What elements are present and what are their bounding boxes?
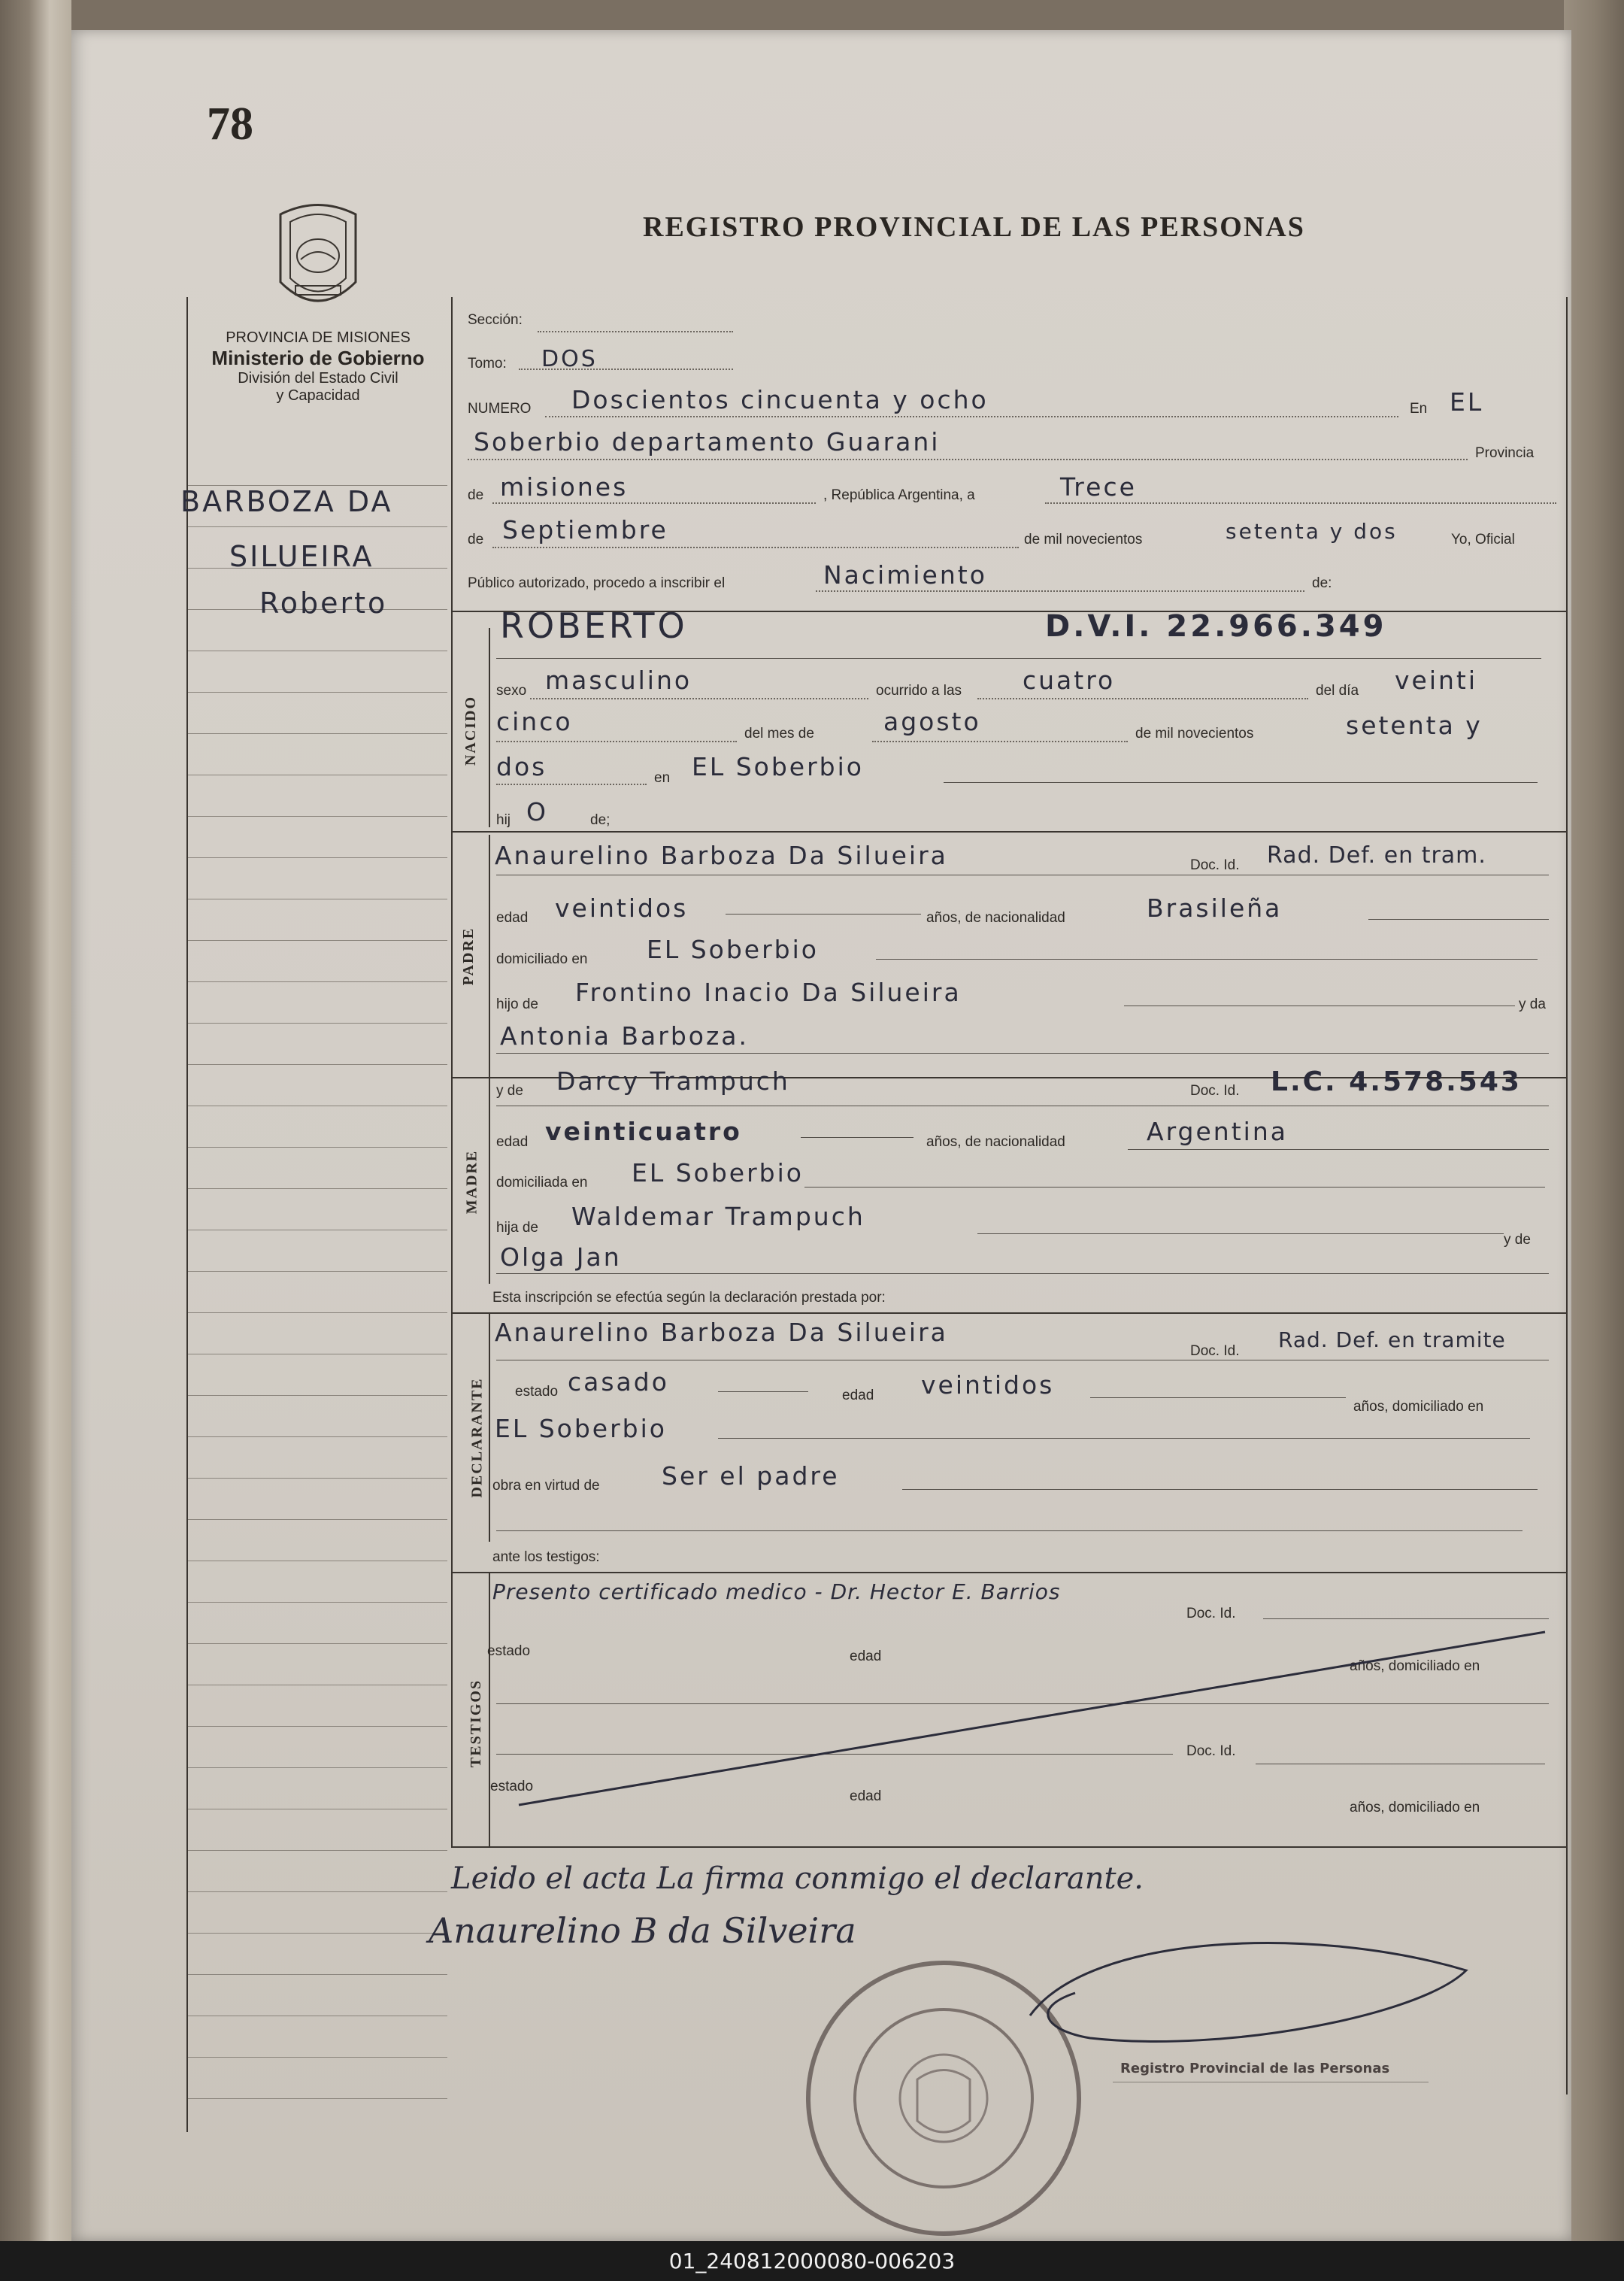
testigo2-doc-label: Doc. Id.: [1186, 1743, 1236, 1759]
hij-value: O: [526, 797, 548, 827]
oficial-label: Yo, Oficial: [1451, 532, 1515, 548]
declarante-extra-rule: [496, 1530, 1522, 1531]
section-testigos: TESTIGOS: [468, 1679, 485, 1768]
testigo1-doc-label: Doc. Id.: [1186, 1606, 1236, 1621]
margin-ruled-line: [188, 1602, 447, 1603]
sexo-dots: [530, 698, 868, 699]
dia-value-b: cinco: [496, 707, 573, 736]
margin-ruled-line: [188, 1023, 447, 1024]
margin-ruled-line: [188, 1147, 447, 1148]
acto-dots: [816, 590, 1304, 592]
hora-dots: [977, 698, 1308, 699]
declarante-obra-value: Ser el padre: [662, 1461, 840, 1491]
declarante-edad-label: edad: [842, 1388, 874, 1403]
cross-out-line: [496, 1624, 1564, 1820]
padre-doc-label: Doc. Id.: [1190, 857, 1240, 873]
declarante-domicilio-value: EL Soberbio: [495, 1414, 667, 1443]
declarante-edad-rule: [1090, 1397, 1346, 1398]
mes-dots: [492, 547, 1019, 548]
madre-y-de2-label: y de: [1504, 1232, 1531, 1248]
closing-statement: Leido el acta La firma conmigo el declarante.: [451, 1861, 1144, 1896]
padre-top-rule: [451, 831, 1566, 833]
padre-edad-rule: [726, 914, 921, 915]
en-label: En: [1410, 401, 1428, 417]
margin-ruled-line: [188, 1436, 447, 1437]
declarante-doc-label: Doc. Id.: [1190, 1343, 1240, 1359]
sexo-value: masculino: [545, 666, 692, 695]
madre-edad-label: edad: [496, 1134, 529, 1150]
section-madre: MADRE: [463, 1149, 480, 1215]
acto-value: Nacimiento: [823, 560, 987, 590]
testigo1-anos-label: años, domiciliado en: [1350, 1658, 1480, 1674]
left-margin-line: [186, 297, 188, 2132]
page-number: 78: [207, 99, 253, 150]
margin-ruled-line: [188, 816, 447, 817]
madre-y-de-label: y de: [496, 1083, 523, 1099]
declarante-inner-line: [489, 1312, 490, 1542]
declarante-dom-rule: [718, 1438, 1530, 1439]
publico-label: Público autorizado, procedo a inscribir el: [468, 575, 726, 591]
margin-ruled-line: [188, 981, 447, 982]
testigo2-edad-label: edad: [850, 1788, 882, 1804]
margin-ruled-line: [188, 692, 447, 693]
nacido-name-rule: [496, 658, 1541, 659]
numero-value: Doscientos cincuenta y ocho: [571, 385, 989, 414]
margin-ruled-line: [188, 1767, 447, 1768]
declarante-doc-value: Rad. Def. en tramite: [1278, 1327, 1506, 1352]
margin-ruled-line: [188, 940, 447, 941]
declarante-nombre: Anaurelino Barboza Da Silueira: [495, 1318, 948, 1347]
madre-hija-rule: [977, 1233, 1504, 1234]
seccion-dots: [538, 331, 733, 332]
dia-b-dots: [496, 741, 737, 742]
de-colon-label: de;: [590, 812, 611, 828]
tomo-label: Tomo:: [468, 356, 507, 372]
padre-nombre: Anaurelino Barboza Da Silueira: [495, 841, 948, 870]
padre-madre-rule: [496, 1053, 1549, 1054]
nacido-anio-b: dos: [496, 752, 547, 781]
de2-label: de: [468, 532, 484, 548]
declarante-estado-label: estado: [515, 1384, 559, 1400]
section-declarante: DECLARANTE: [468, 1377, 486, 1498]
nacido-lugar: EL Soberbio: [692, 752, 864, 781]
padre-edad-label: edad: [496, 910, 529, 926]
province-crest-icon: [269, 199, 367, 320]
sexo-label: sexo: [496, 683, 527, 699]
margin-ruled-line: [188, 1643, 447, 1644]
de3-label: de:: [1312, 575, 1332, 591]
margin-ruled-line: [188, 1891, 447, 1892]
margin-ruled-line: [188, 857, 447, 858]
division-label-2: y Capacidad: [276, 387, 360, 404]
testigo1-estado-label: estado: [487, 1643, 531, 1659]
nacido-lugar-rule: [944, 782, 1538, 783]
anio-value: setenta y dos: [1226, 519, 1398, 544]
margin-ruled-line: [188, 1519, 447, 1520]
dia-value: Trece: [1060, 472, 1137, 502]
nacido-en-label: en: [654, 770, 671, 786]
declarante-top-rule: [451, 1312, 1566, 1314]
del-mes-label: del mes de: [744, 726, 814, 742]
province-label: PROVINCIA DE MISIONES: [226, 329, 411, 346]
madre-domicilio-value: EL Soberbio: [632, 1158, 804, 1188]
numero-dots: [545, 416, 1398, 417]
lugar-dots: [468, 459, 1468, 460]
division-label: División del Estado Civil: [238, 370, 398, 387]
mes-b-dots: [872, 741, 1128, 742]
book-left-edge: [0, 0, 71, 2281]
testigo1-edad-label: edad: [850, 1649, 882, 1664]
madre-doc-value: L.C. 4.578.543: [1271, 1066, 1522, 1097]
margin-ruled-line: [188, 1271, 447, 1272]
padre-hijo-label: hijo de: [496, 996, 538, 1012]
margin-name-line1: BARBOZA DA: [180, 485, 393, 518]
margin-ruled-line: [188, 1974, 447, 1975]
testigos-ante-label: ante los testigos:: [492, 1549, 600, 1565]
testigo2-anos-label: años, domiciliado en: [1350, 1800, 1480, 1815]
margin-name-line3: Roberto: [259, 587, 388, 620]
provincia-dots: [492, 502, 816, 504]
madre-edad-rule: [801, 1137, 914, 1138]
margin-ruled-line: [188, 1850, 447, 1851]
tomo-value: DOS: [541, 346, 598, 372]
padre-domicilio-value: EL Soberbio: [647, 935, 819, 964]
madre-nombre: Darcy Trampuch: [556, 1066, 790, 1096]
margin-name-line2: SILUEIRA: [229, 540, 374, 573]
form-right-line: [1566, 297, 1568, 2094]
en-value: EL: [1450, 387, 1484, 417]
lugar-value: Soberbio departamento Guarani: [474, 427, 941, 457]
document-title: REGISTRO PROVINCIAL DE LAS PERSONAS: [643, 211, 1305, 243]
testigo2-estado-label: estado: [490, 1779, 534, 1794]
declarante-obra-label: obra en virtud de: [492, 1478, 600, 1494]
provincia-label: Provincia: [1475, 445, 1535, 461]
margin-ruled-line: [188, 733, 447, 734]
madre-edad-value: veinticuatro: [545, 1117, 742, 1146]
mil-label: de mil novecientos: [1024, 532, 1143, 548]
section-padre: PADRE: [460, 927, 477, 986]
margin-ruled-line: [188, 1933, 447, 1934]
declarante-edad-value: veintidos: [921, 1370, 1055, 1400]
anio-b-dots: [496, 784, 647, 785]
madre-inner-line: [489, 1077, 490, 1284]
header-block: [186, 329, 450, 405]
numero-label: NUMERO: [468, 401, 532, 417]
del-dia-label: del día: [1316, 683, 1359, 699]
testigo1-doc-rule: [1263, 1618, 1549, 1619]
margin-ruled-line: [188, 1726, 447, 1727]
official-signature-scribble: [1000, 1925, 1496, 2076]
madre-madre-nombre: Olga Jan: [500, 1242, 622, 1272]
declarante-obra-rule: [902, 1489, 1538, 1490]
nacido-mes-value: agosto: [883, 707, 981, 736]
padre-edad-value: veintidos: [555, 893, 689, 923]
madre-hija-label: hija de: [496, 1220, 538, 1236]
declarante-estado-value: casado: [568, 1367, 669, 1397]
padre-inner-line: [489, 835, 490, 1079]
image-id-text: 01_240812000080-006203: [668, 2249, 956, 2273]
padre-dom-rule: [876, 959, 1538, 960]
provincia-value: misiones: [500, 472, 629, 502]
margin-ruled-line: [188, 1312, 447, 1313]
padre-anos-label: años, de nacionalidad: [926, 910, 1065, 926]
margin-ruled-line: [188, 526, 447, 527]
padre-hijo-value: Frontino Inacio Da Silueira: [575, 978, 962, 1007]
nacido-mil-label: de mil novecientos: [1135, 726, 1254, 742]
dia-dots: [1045, 502, 1556, 504]
padre-nac-rule: [1368, 919, 1549, 920]
mes-value: Septiembre: [502, 515, 668, 544]
testigos-inner-line: [489, 1572, 490, 1846]
madre-nac-rule: [1128, 1149, 1549, 1150]
ministry-label: Ministerio de Gobierno: [211, 347, 425, 369]
madre-hija-value: Waldemar Trampuch: [571, 1202, 865, 1231]
padre-doc-value: Rad. Def. en tram.: [1267, 842, 1486, 869]
declarante-intro: Esta inscripción se efectúa según la declaración prestada por:: [492, 1290, 886, 1306]
section-nacido: NACIDO: [462, 695, 480, 766]
padre-nacionalidad: Brasileña: [1147, 893, 1283, 923]
hora-value: cuatro: [1023, 666, 1116, 695]
de-label: de: [468, 487, 484, 503]
nacido-nombre: ROBERTO: [500, 605, 688, 646]
seccion-label: Sección:: [468, 312, 523, 328]
testigos-top-rule: [451, 1572, 1566, 1573]
madre-madre-rule: [496, 1273, 1549, 1274]
rect-stamp-text: Registro Provincial de las Personas: [1120, 2061, 1390, 2076]
madre-doc-label: Doc. Id.: [1190, 1083, 1240, 1099]
declarante-signature: Anaurelino B da Silveira: [429, 1910, 856, 1951]
testigo1-value: Presento certificado medico - Dr. Hector E. Barrios: [492, 1579, 1061, 1604]
margin-ruled-line: [188, 2098, 447, 2099]
padre-madre-nombre: Antonia Barboza.: [500, 1021, 750, 1051]
padre-domicilio-label: domiciliado en: [496, 951, 588, 967]
madre-domicilio-label: domiciliada en: [496, 1175, 588, 1191]
image-id-footer: [0, 2241, 1624, 2281]
testigos-bottom-rule: [451, 1846, 1566, 1848]
nacido-doc: D.V.I. 22.966.349: [1045, 609, 1387, 644]
margin-ruled-line: [188, 1478, 447, 1479]
declarante-estado-rule: [718, 1391, 808, 1392]
margin-ruled-line: [188, 1395, 447, 1396]
margin-ruled-line: [188, 1064, 447, 1065]
ocurrido-label: ocurrido a las: [876, 683, 962, 699]
nacido-anio-a: setenta y: [1346, 711, 1483, 740]
form-left-line: [451, 297, 453, 1846]
madre-dom-rule: [804, 1187, 1545, 1188]
madre-nacionalidad: Argentina: [1147, 1117, 1288, 1146]
margin-ruled-line: [188, 1188, 447, 1189]
padre-y-da-label: y da: [1519, 996, 1546, 1012]
madre-anos-label: años, de nacionalidad: [926, 1134, 1065, 1150]
declarante-anos-label: años, domiciliado en: [1353, 1399, 1484, 1415]
tomo-dots: [519, 369, 733, 370]
margin-ruled-line: [188, 2057, 447, 2058]
republica-label: , República Argentina, a: [823, 487, 975, 503]
dia-value-a: veinti: [1395, 666, 1478, 695]
book-right-edge: [1564, 0, 1624, 2281]
nacido-inner-line: [489, 628, 490, 827]
hij-label: hij: [496, 812, 511, 828]
